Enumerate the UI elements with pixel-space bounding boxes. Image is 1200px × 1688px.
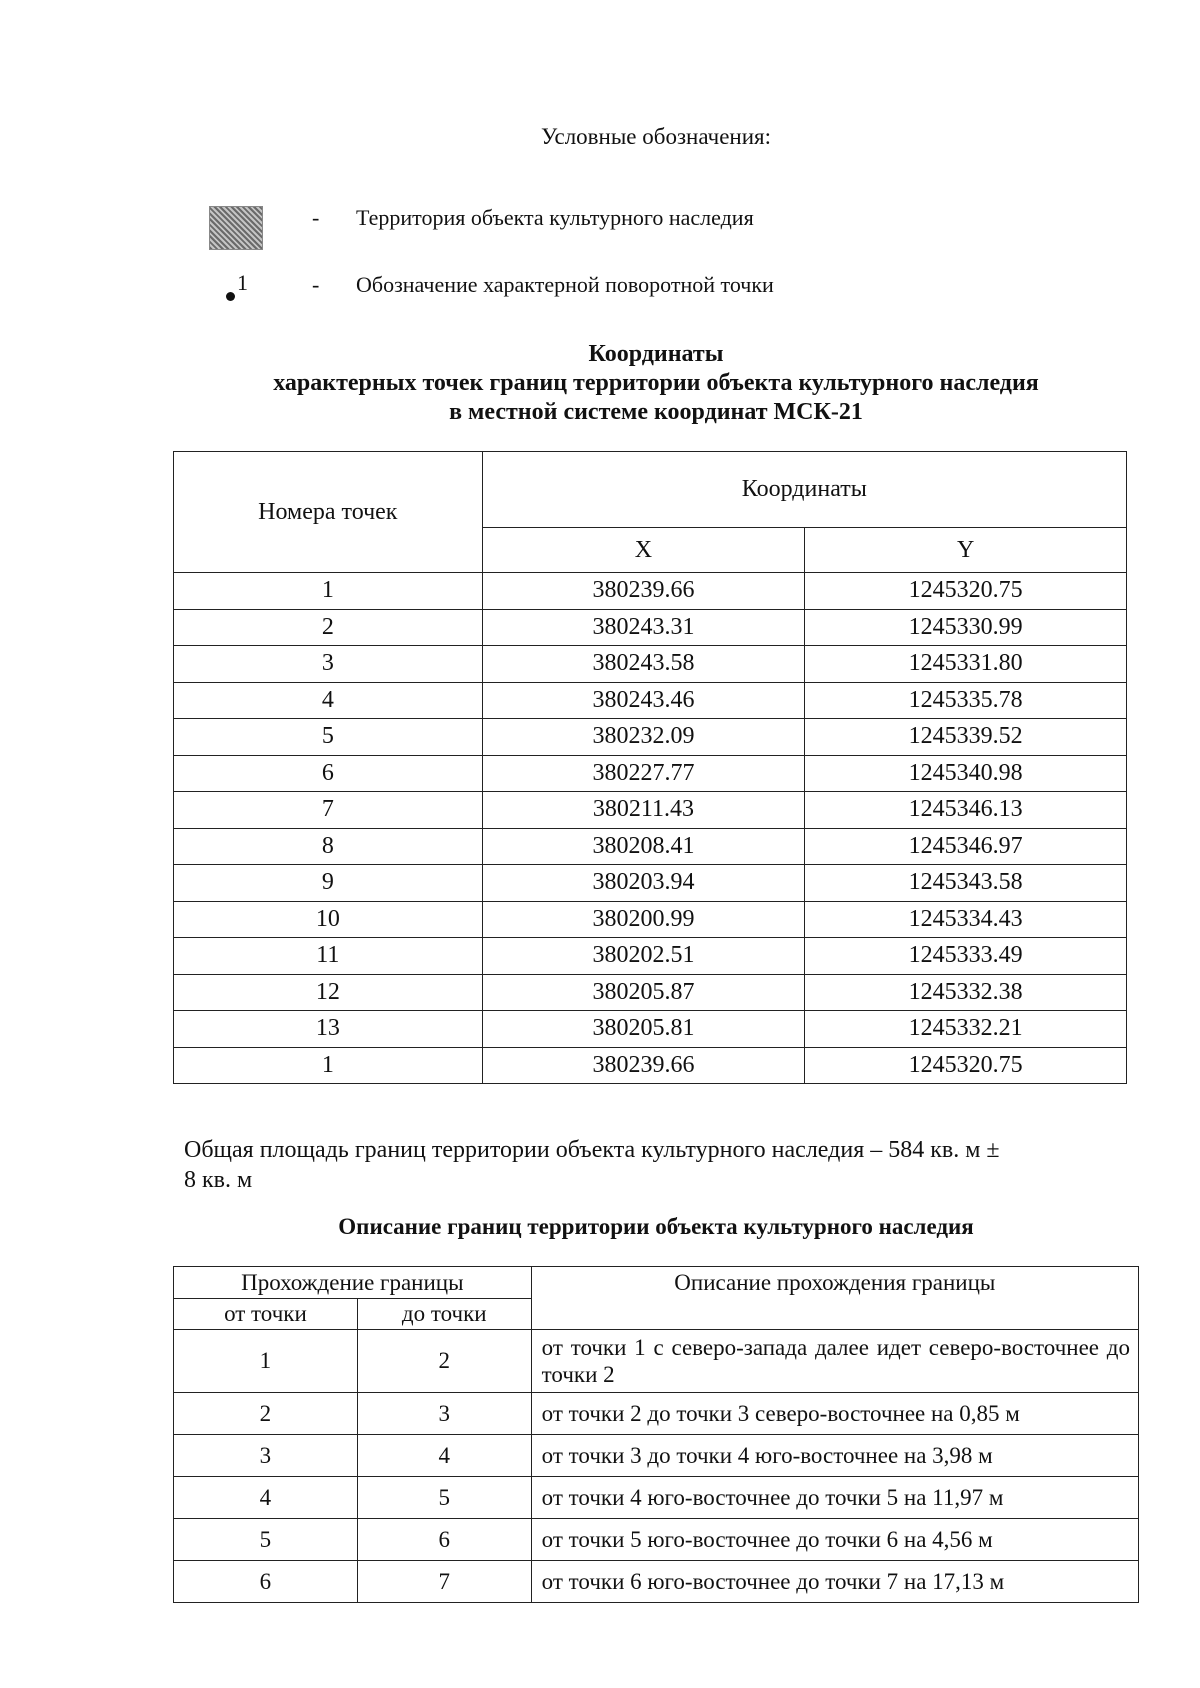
cell-from-point: 1 <box>174 1330 358 1393</box>
legend-title: Условные обозначения: <box>540 124 772 149</box>
coordinates-heading-line: в местной системе координат МСК-21 <box>449 399 863 425</box>
cell-x: 380208.41 <box>482 828 805 865</box>
table-row <box>174 974 1127 1011</box>
cell-point-number: 11 <box>174 938 483 975</box>
cell-x: 380239.66 <box>482 1047 805 1084</box>
cell-x: 380227.77 <box>482 755 805 792</box>
table-row <box>174 573 1127 610</box>
cell-y: 1245330.99 <box>805 609 1127 646</box>
cell-y: 1245332.21 <box>805 1011 1127 1048</box>
table-row <box>174 682 1127 719</box>
total-area-text <box>184 1135 1114 1195</box>
table-row <box>174 609 1127 646</box>
col-header-coordinates: Координаты <box>482 452 1126 528</box>
cell-x: 380243.31 <box>482 609 805 646</box>
cell-y: 1245335.78 <box>805 682 1127 719</box>
cell-point-number: 10 <box>174 901 483 938</box>
table-row <box>174 938 1127 975</box>
table-row <box>174 719 1127 756</box>
cell-x: 380239.66 <box>482 573 805 610</box>
cell-point-number: 6 <box>174 755 483 792</box>
cell-to-point: 7 <box>357 1561 531 1603</box>
cell-point-number: 5 <box>174 719 483 756</box>
table-row <box>174 1435 1139 1477</box>
cell-y: 1245343.58 <box>805 865 1127 902</box>
coordinates-heading <box>0 340 1200 427</box>
legend-item-label: Территория объекта культурного наследия <box>356 205 754 230</box>
col-header-boundary-passage: Прохождение границы <box>174 1267 532 1299</box>
table-row <box>174 792 1127 829</box>
hatched-area-legend-icon <box>209 206 263 250</box>
total-area-line: 8 кв. м <box>184 1167 253 1193</box>
cell-to-point: 4 <box>357 1435 531 1477</box>
table-row <box>174 646 1127 683</box>
cell-point-number: 9 <box>174 865 483 902</box>
table-row <box>174 1477 1139 1519</box>
col-header-from-point: от точки <box>174 1299 358 1330</box>
description-heading: Описание границ территории объекта культурного наследия <box>338 1214 974 1239</box>
cell-description: от точки 2 до точки 3 северо-восточнее на 0,85 м <box>531 1393 1138 1435</box>
cell-point-number: 12 <box>174 974 483 1011</box>
cell-point-number: 1 <box>174 573 483 610</box>
cell-from-point: 5 <box>174 1519 358 1561</box>
cell-from-point: 2 <box>174 1393 358 1435</box>
turning-point-legend-icon <box>226 270 252 306</box>
legend-dash: - <box>312 272 320 297</box>
cell-point-number: 13 <box>174 1011 483 1048</box>
table-row <box>174 1047 1127 1084</box>
point-dot-icon <box>226 292 235 301</box>
cell-point-number: 4 <box>174 682 483 719</box>
cell-point-number: 3 <box>174 646 483 683</box>
point-marker-label: 1 <box>237 270 248 295</box>
table-row <box>174 1393 1139 1435</box>
boundary-description-table <box>173 1266 1139 1603</box>
cell-to-point: 2 <box>357 1330 531 1393</box>
col-header-description: Описание прохождения границы <box>531 1267 1138 1330</box>
cell-point-number: 2 <box>174 609 483 646</box>
cell-description: от точки 5 юго-восточнее до точки 6 на 4,56 м <box>531 1519 1138 1561</box>
cell-point-number: 8 <box>174 828 483 865</box>
cell-to-point: 5 <box>357 1477 531 1519</box>
cell-from-point: 3 <box>174 1435 358 1477</box>
cell-point-number: 1 <box>174 1047 483 1084</box>
cell-point-number: 7 <box>174 792 483 829</box>
col-header-x: X <box>482 528 805 573</box>
coordinates-heading-line: Координаты <box>588 341 724 367</box>
table-row <box>174 1561 1139 1603</box>
cell-to-point: 3 <box>357 1393 531 1435</box>
cell-description: от точки 6 юго-восточнее до точки 7 на 17,13 м <box>531 1561 1138 1603</box>
cell-x: 380205.87 <box>482 974 805 1011</box>
coordinates-table <box>173 451 1127 1084</box>
cell-y: 1245334.43 <box>805 901 1127 938</box>
cell-from-point: 6 <box>174 1561 358 1603</box>
cell-y: 1245346.97 <box>805 828 1127 865</box>
cell-x: 380202.51 <box>482 938 805 975</box>
coordinates-heading-line: характерных точек границ территории объекта культурного наследия <box>273 370 1039 396</box>
cell-to-point: 6 <box>357 1519 531 1561</box>
cell-y: 1245333.49 <box>805 938 1127 975</box>
cell-description: от точки 3 до точки 4 юго-восточнее на 3,98 м <box>531 1435 1138 1477</box>
cell-x: 380232.09 <box>482 719 805 756</box>
cell-y: 1245331.80 <box>805 646 1127 683</box>
table-row <box>174 1519 1139 1561</box>
table-row <box>174 1011 1127 1048</box>
total-area-line: Общая площадь границ территории объекта культурного наследия – 584 кв. м ± <box>184 1137 1000 1163</box>
cell-y: 1245340.98 <box>805 755 1127 792</box>
cell-x: 380243.46 <box>482 682 805 719</box>
cell-y: 1245320.75 <box>805 573 1127 610</box>
cell-x: 380211.43 <box>482 792 805 829</box>
cell-x: 380205.81 <box>482 1011 805 1048</box>
cell-x: 380203.94 <box>482 865 805 902</box>
col-header-point-numbers: Номера точек <box>174 452 483 573</box>
cell-description: от точки 1 с северо-запада далее идет северо-восточнее до точки 2 <box>531 1330 1138 1393</box>
cell-x: 380243.58 <box>482 646 805 683</box>
legend-item-label: Обозначение характерной поворотной точки <box>356 272 774 297</box>
cell-y: 1245320.75 <box>805 1047 1127 1084</box>
col-header-to-point: до точки <box>357 1299 531 1330</box>
table-row <box>174 1330 1139 1393</box>
col-header-y: Y <box>805 528 1127 573</box>
cell-y: 1245332.38 <box>805 974 1127 1011</box>
table-row <box>174 901 1127 938</box>
cell-y: 1245339.52 <box>805 719 1127 756</box>
cell-y: 1245346.13 <box>805 792 1127 829</box>
cell-from-point: 4 <box>174 1477 358 1519</box>
table-row <box>174 755 1127 792</box>
legend-dash: - <box>312 205 320 230</box>
cell-description: от точки 4 юго-восточнее до точки 5 на 11,97 м <box>531 1477 1138 1519</box>
table-row <box>174 865 1127 902</box>
cell-x: 380200.99 <box>482 901 805 938</box>
table-row <box>174 828 1127 865</box>
